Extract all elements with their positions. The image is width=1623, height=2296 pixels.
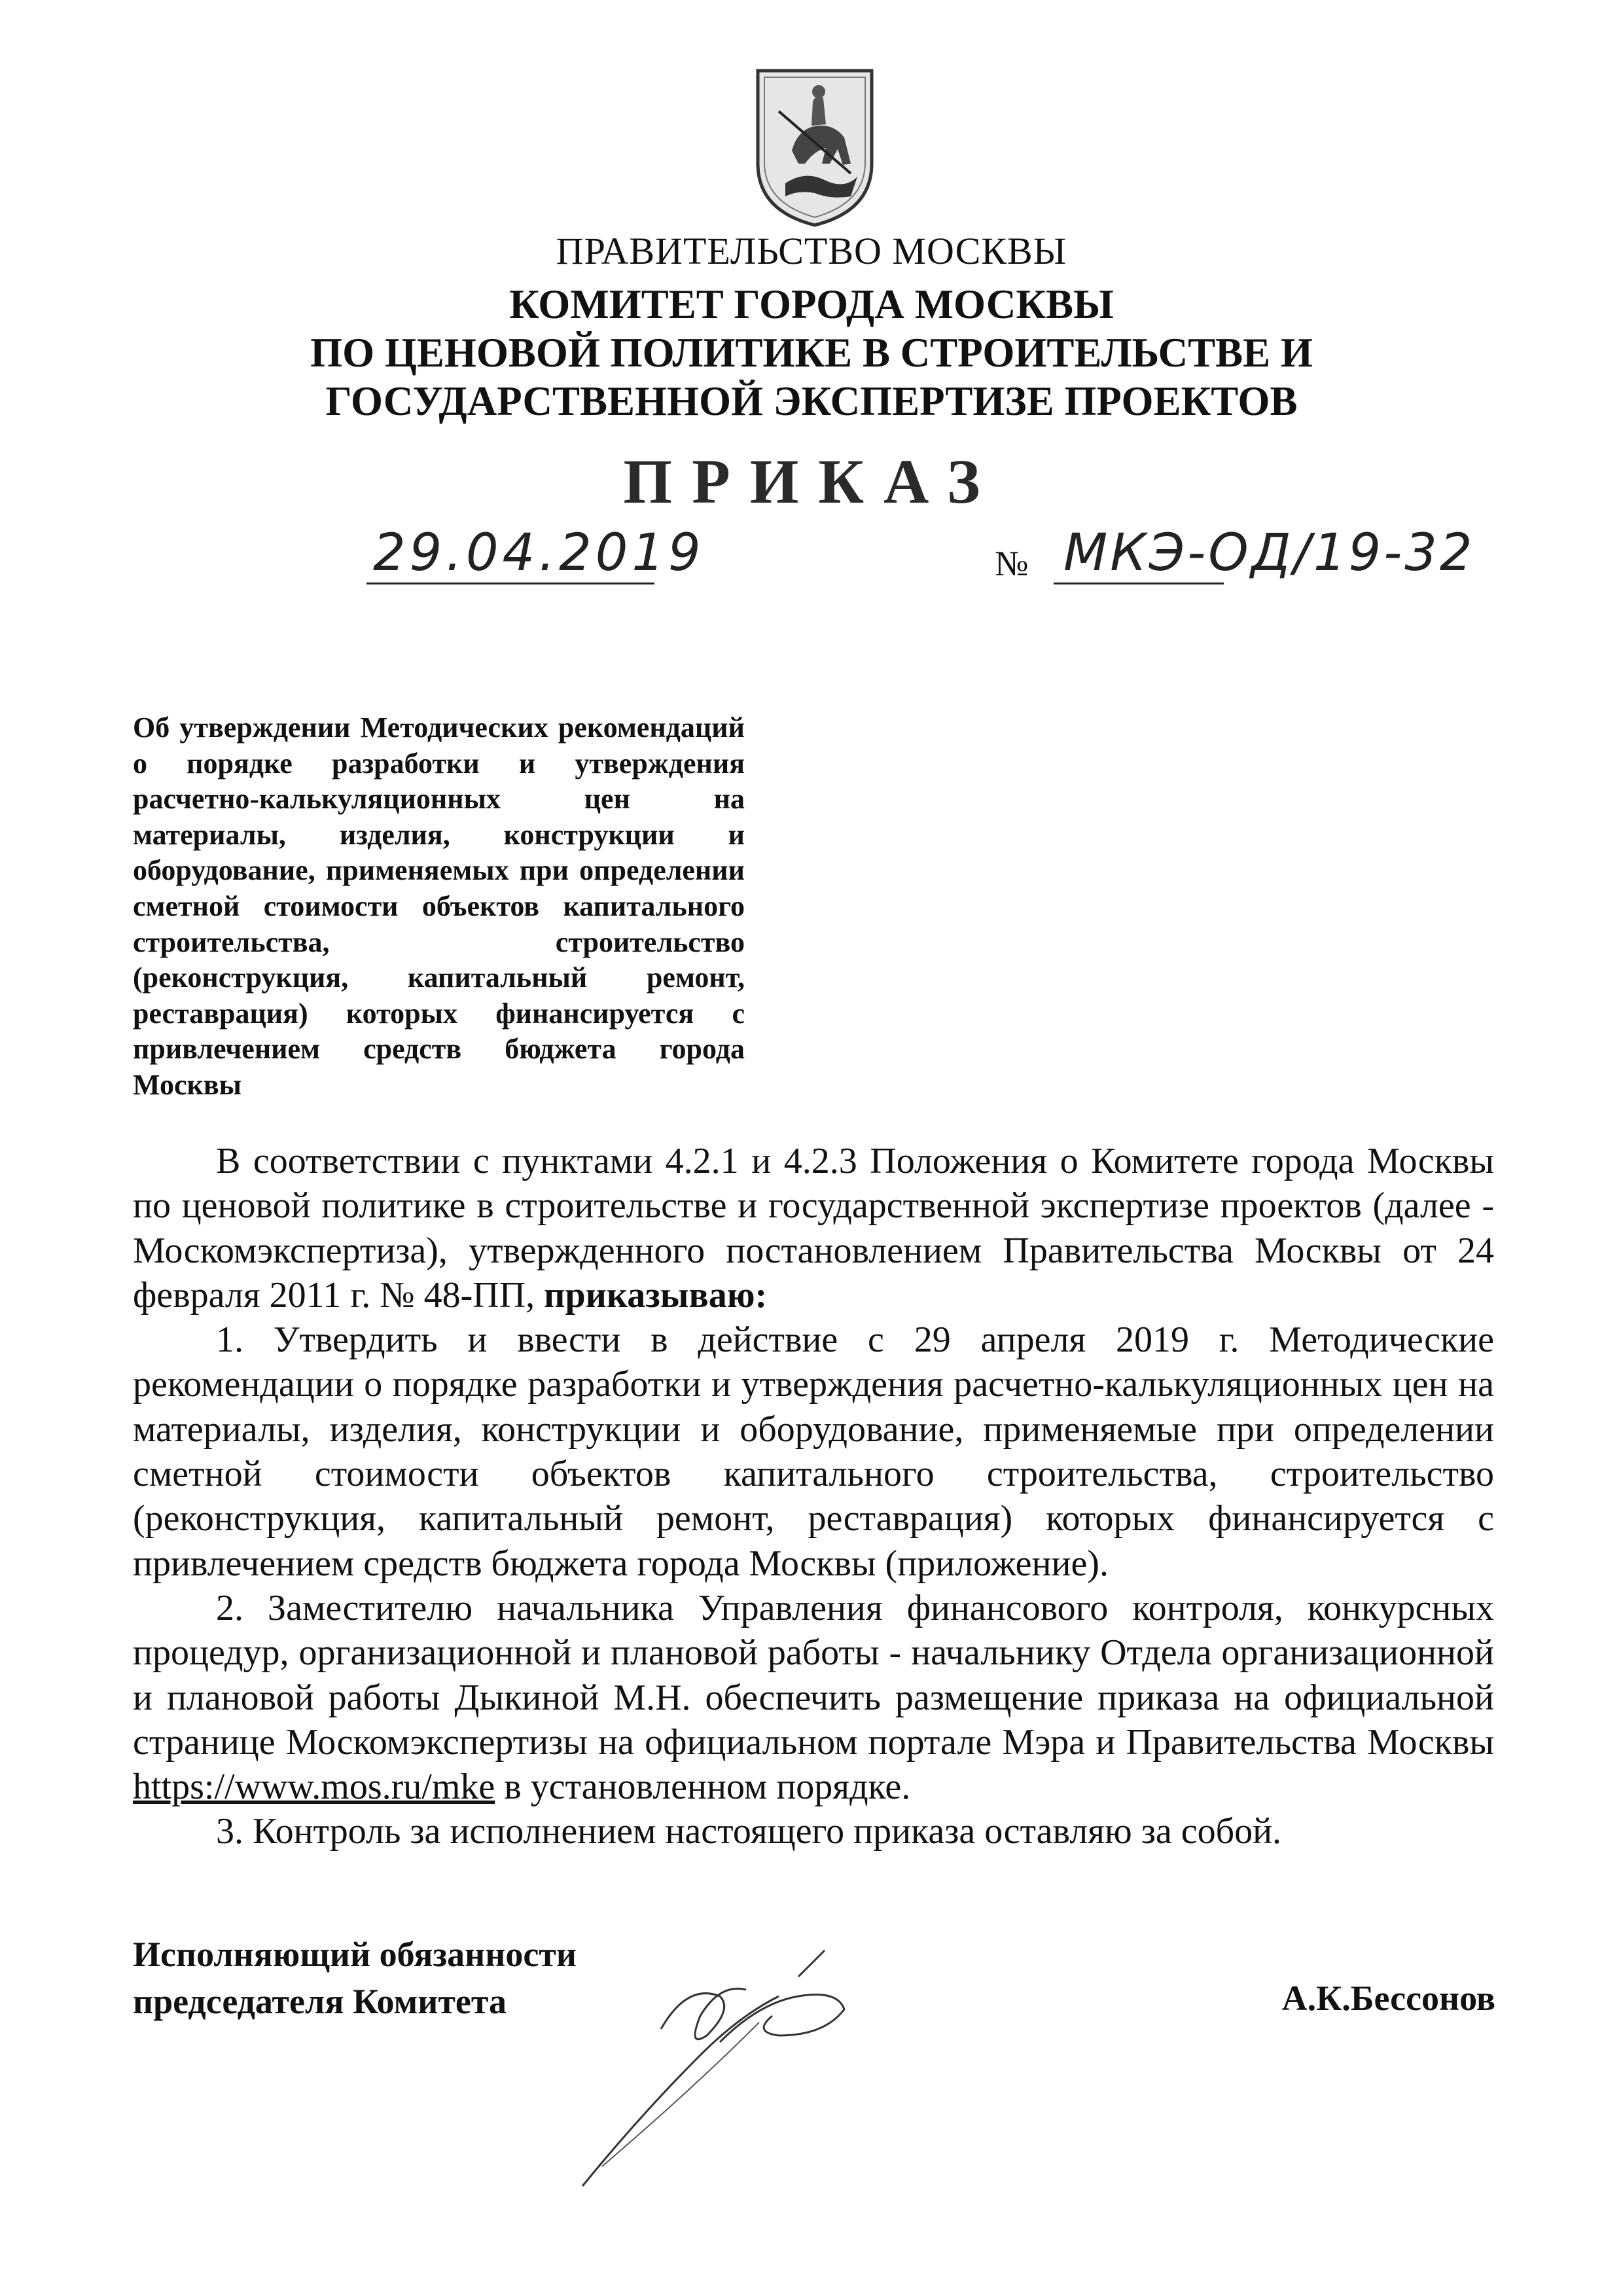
handwritten-signature-icon	[563, 1924, 929, 2199]
government-name: ПРАВИТЕЛЬСТВО МОСКВЫ	[556, 230, 1067, 272]
signer-position-line: председателя Комитета	[133, 1982, 507, 2021]
item-2-text: 2. Заместителю начальника Управления финансового контроля, конкурсных процедур, организационной и плановой работы - начальнику Отдела организационной и плановой работы Дыкиной М.Н. обеспечить размещение приказа на официальной странице Москомэкспертизы на официальном портале Мэра и Правительства Москвы	[133, 1587, 1494, 1763]
committee-name-line: ПО ЦЕНОВОЙ ПОЛИТИКЕ В СТРОИТЕЛЬСТВЕ И	[310, 330, 1313, 376]
committee-name-line: КОМИТЕТ ГОРОДА МОСКВЫ	[509, 281, 1114, 327]
signer-position	[133, 1931, 577, 2025]
moscow-coat-of-arms-icon	[753, 65, 877, 229]
date-underline	[366, 583, 654, 584]
order-subject: Об утверждении Методических рекомендаций о порядке разработки и утверждения расчетно-калькуляционных цен на материалы, изделия, конструкции и оборудование, применяемых при определении сметной стоимости объектов капитального строительства, строительство (реконструкция, капитальный ремонт, реставрация) которых финансируется с привлечением средств бюджета города Москвы	[133, 711, 745, 1101]
order-number: МКЭ-ОД/19-32	[1063, 524, 1475, 583]
item-1: 1. Утвердить и ввести в действие с 29 апреля 2019 г. Методические рекомендации о порядке разработки и утверждения расчетно-калькуляционных цен на материалы, изделия, конструкции и оборудование, применяемые при определении сметной стоимости объектов капитального строительства, строительство (реконструкция, капитальный ремонт, реставрация) которых финансируется с привлечением средств бюджета города Москвы (приложение).	[133, 1319, 1494, 1584]
item-2-tail: в установленном порядке.	[504, 1767, 911, 1808]
preamble-text: В соответствии с пунктами 4.2.1 и 4.2.3 Положения о Комитете города Москвы по ценовой политике в строительстве и государственной экспертизе проектов (далее - Москомэкспертиза), утвержденного постановлением Правительства Москвы от 24 февраля 2011 г. № 48-ПП,	[133, 1141, 1494, 1316]
document-type: ПРИКАЗ	[623, 446, 1000, 516]
number-underline	[1054, 583, 1224, 584]
order-body	[133, 1139, 1494, 1854]
order-word: приказываю:	[544, 1274, 768, 1316]
item-3: 3. Контроль за исполнением настоящего приказа оставляю за собой.	[216, 1811, 1282, 1852]
item-2	[133, 1586, 1494, 1809]
signer-position-line: Исполняющий обязанности	[133, 1935, 577, 1974]
committee-name-line: ГОСУДАРСТВЕННОЙ ЭКСПЕРТИЗЕ ПРОЕКТОВ	[325, 378, 1298, 424]
committee-name	[0, 280, 1623, 425]
signer-name: А.К.Бессонов	[1281, 1979, 1495, 2018]
order-date: 29.04.2019	[373, 524, 705, 583]
preamble-paragraph	[133, 1139, 1494, 1318]
number-prefix: №	[995, 544, 1029, 583]
mos-ru-link[interactable]: https://www.mos.ru/mke	[133, 1767, 495, 1808]
